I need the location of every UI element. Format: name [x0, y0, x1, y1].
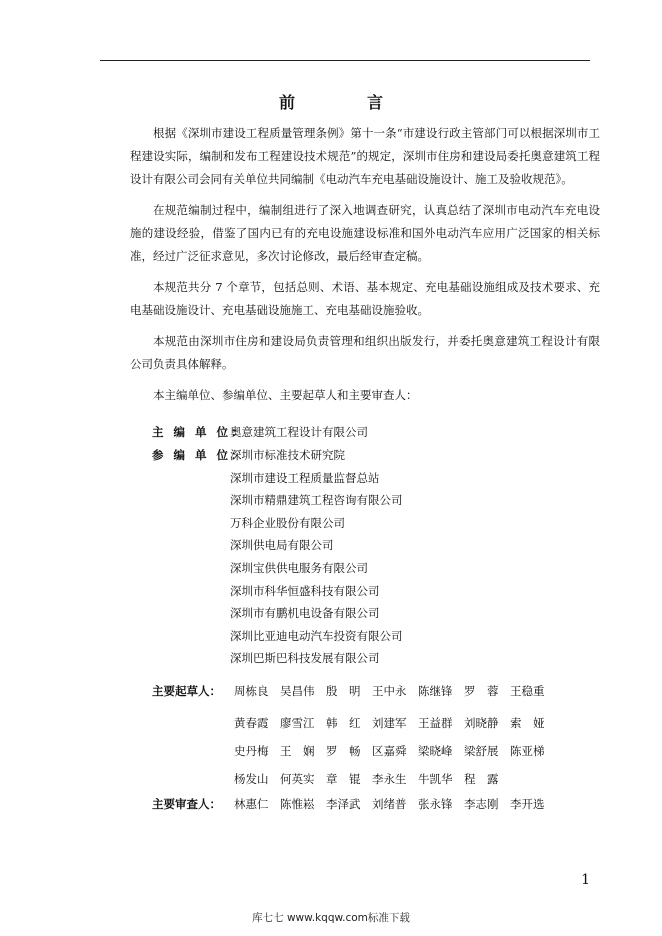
drafter-name: 王中永 — [372, 684, 407, 698]
list-item: 深圳市有鹏机电设备有限公司 — [230, 606, 380, 621]
reviewer-name: 李开选 — [510, 797, 545, 811]
drafter-name: 章 锟 — [326, 772, 361, 786]
reviewer-name: 刘绪普 — [372, 797, 407, 811]
reviewer-name: 李志刚 — [464, 797, 499, 811]
list-item: 深圳供电局有限公司 — [230, 538, 334, 553]
drafter-name: 刘建军 — [372, 716, 407, 730]
list-item: 深圳市建设工程质量监督总站 — [230, 470, 380, 485]
drafter-name: 罗 蓉 — [464, 684, 499, 698]
chief-unit-label: 主 编 单 位： — [152, 425, 246, 439]
drafter-name: 殷 明 — [326, 684, 361, 698]
drafter-name: 韩 红 — [326, 716, 361, 730]
list-item: 万科企业股份有限公司 — [230, 515, 345, 530]
drafter-name: 刘晓静 — [464, 716, 499, 730]
drafter-name: 索 娅 — [510, 716, 545, 730]
list-item: 深圳市精鼎建筑工程咨询有限公司 — [230, 493, 403, 508]
page-title: 前 言 — [278, 93, 411, 112]
reviewers-label: 主要审查人： — [152, 797, 221, 811]
chief-unit — [152, 421, 368, 444]
drafter-name: 陈亚梯 — [510, 744, 545, 758]
header-rule — [100, 60, 590, 61]
participating-units — [152, 444, 403, 670]
list-item: 深圳宝供供电服务有限公司 — [230, 560, 368, 575]
page-number: 1 — [581, 872, 590, 888]
list-item: 深圳市科华恒盛科技有限公司 — [230, 583, 380, 598]
drafter-name: 陈继锋 — [418, 684, 453, 698]
drafter-name: 何英实 — [280, 772, 315, 786]
paragraph-1: 根据《深圳市建设工程质量管理条例》第十一条“市建设行政主管部门可以根据深圳市工程建设实际，编制和发布工程建设技术规范”的规定，深圳市住房和建设局委托奥意建筑工程设计有限公司会同有关单位共同编制《电动汽车充电基础设施设计、施工及验收规范》。 — [130, 126, 600, 186]
drafter-name: 李永生 — [372, 772, 407, 786]
reviewer-name: 张永锋 — [418, 797, 453, 811]
participating-units-label: 参 编 单 位： — [152, 448, 246, 462]
drafter-name: 程 露 — [464, 772, 499, 786]
drafters-label: 主要起草人： — [152, 684, 221, 698]
list-item: 深圳比亚迪电动汽车投资有限公司 — [230, 628, 403, 643]
drafter-name: 黄春霞 — [234, 716, 269, 730]
drafter-name: 牛凯华 — [418, 772, 453, 786]
drafter-name: 廖雪江 — [280, 716, 315, 730]
list-item: 深圳市标准技术研究院 — [230, 448, 345, 462]
drafter-name: 史丹梅 — [234, 744, 269, 758]
drafter-name: 王稳重 — [510, 684, 545, 698]
reviewer-name: 李泽武 — [326, 797, 361, 811]
drafter-name: 杨发山 — [234, 772, 269, 786]
drafter-name: 区嘉舜 — [372, 744, 407, 758]
drafter-name: 梁晓峰 — [418, 744, 453, 758]
body-text — [130, 122, 600, 407]
participating-units-list — [230, 444, 403, 670]
drafter-name: 周栋良 — [234, 684, 269, 698]
drafters — [152, 677, 556, 793]
list-item: 深圳巴斯巴科技发展有限公司 — [230, 651, 380, 666]
drafter-name: 王益群 — [418, 716, 453, 730]
reviewers — [152, 790, 556, 818]
reviewer-name: 陈惟崧 — [280, 797, 315, 811]
paragraph-3: 本规范共分 7 个章节，包括总则、术语、基本规定、充电基础设施组成及技术要求、充电基础设施设计、充电基础设施施工、充电基础设施验收。 — [130, 280, 600, 317]
paragraph-4: 本规范由深圳市住房和建设局负责管理和组织出版发行，并委托奥意建筑工程设计有限公司负责具体解释。 — [130, 334, 600, 371]
drafter-name: 吴昌伟 — [280, 684, 315, 698]
paragraph-2: 在规范编制过程中，编制组进行了深入地调查研究，认真总结了深圳市电动汽车充电设施的建设经验，借鉴了国内已有的充电设施建设标准和国外电动汽车应用广泛国家的相关标准，经过广泛征求意见，多次讨论修改，最后经审查定稿。 — [130, 203, 600, 263]
reviewer-name: 林惠仁 — [234, 797, 269, 811]
drafter-name: 梁舒展 — [464, 744, 499, 758]
chief-unit-value: 奥意建筑工程设计有限公司 — [230, 425, 368, 439]
paragraph-5: 本主编单位、参编单位、主要起草人和主要审查人： — [153, 388, 418, 402]
drafter-name: 罗 畅 — [326, 744, 361, 758]
footer-watermark: 库七七 www.kqqw.com标准下载 — [252, 912, 410, 924]
drafter-name: 王 娴 — [280, 744, 315, 758]
